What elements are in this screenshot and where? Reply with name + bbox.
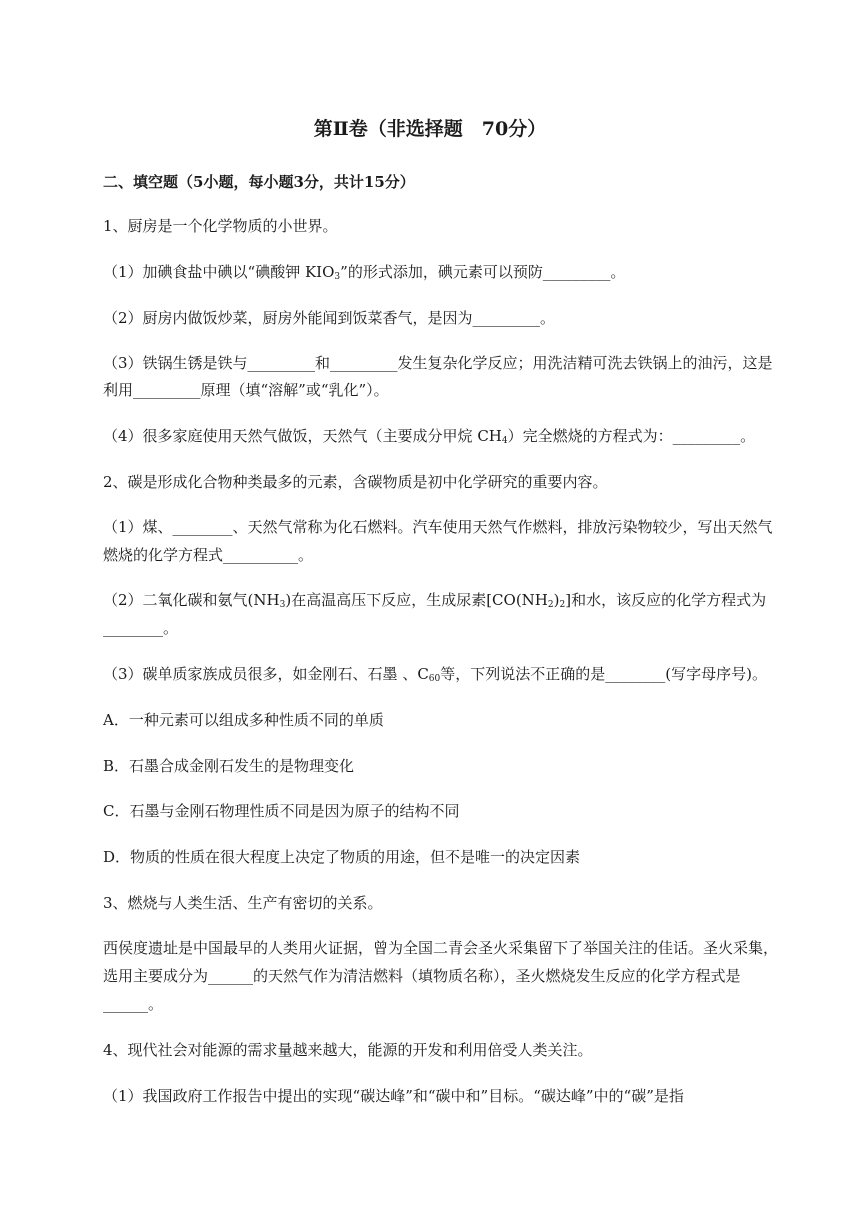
- q2-option-c: C．石墨与金刚石物理性质不同是因为原子的结构不同: [103, 802, 460, 820]
- q1-part4-text-b: ）完全燃烧的方程式为：_________。: [507, 427, 756, 445]
- q1-part1: [103, 261, 803, 283]
- q1-part1-text-a: （1）加碘食盐中碘以“碘酸钾 KIO: [103, 263, 335, 281]
- q2-option-b: B．石墨合成金刚石发生的是物理变化: [103, 757, 355, 775]
- q2-part2-sub3: 2: [559, 600, 566, 610]
- q2-part2-line1: [103, 589, 803, 611]
- q2-part2-text-b: )在高温高压下反应，生成尿素[CO(NH: [285, 591, 548, 609]
- q4-stem: 4、现代社会对能源的需求量越来越大，能源的开发和利用倍受人类关注。: [103, 1041, 593, 1059]
- q3-stem: 3、燃烧与人类生活、生产有密切的关系。: [103, 894, 383, 912]
- q1-part2: （2）厨房内做饭炒菜，厨房外能闻到饭菜香气，是因为_________。: [103, 309, 556, 327]
- q1-part4-subscript: 4: [501, 436, 508, 446]
- q1-stem: 1、厨房是一个化学物质的小世界。: [103, 217, 338, 235]
- q1-part1-text-b: ”的形式添加，碘元素可以预防_________。: [340, 263, 626, 281]
- section-heading: 二、填空题（5小题，每小题3分，共计15分）: [103, 173, 415, 191]
- q3-line1: 西侯度遗址是中国最早的人类用火证据，曾为全国二青会圣火采集留下了举国关注的佳话。圣火采集，: [103, 939, 779, 957]
- q1-part4: [103, 425, 803, 447]
- q3-line3: ______。: [103, 995, 164, 1013]
- q2-part2-sub2: 2: [547, 600, 554, 610]
- q2-part3-text-a: （3）碳单质家族成员很多，如金刚石、石墨 、C: [103, 665, 429, 683]
- q2-part1-line2: 燃烧的化学方程式__________。: [103, 546, 314, 564]
- q1-part4-text-a: （4）很多家庭使用天然气做饭，天然气（主要成分甲烷 CH: [103, 427, 502, 445]
- q2-option-d: D．物质的性质在很大程度上决定了物质的用途，但不是唯一的决定因素: [103, 848, 581, 866]
- q2-part3-subscript: 60: [428, 674, 441, 684]
- q2-part2-sub1: 3: [279, 600, 286, 610]
- q2-part3: [103, 663, 803, 685]
- q2-part1-line1: （1）煤、________、天然气常称为化石燃料。汽车使用天然气作燃料，排放污染物较少，写出天然气: [103, 518, 773, 536]
- paper-title: 第Ⅱ卷（非选择题 70分）: [313, 118, 547, 140]
- q2-part2-line2: ________。: [103, 619, 179, 637]
- q2-option-a: A．一种元素可以组成多种性质不同的单质: [103, 711, 384, 729]
- q2-part2-text-c: ): [553, 591, 560, 609]
- q1-part3-line2: 利用_________原理（填“溶解”或“乳化”）。: [103, 381, 389, 399]
- q4-part1: （1）我国政府工作报告中提出的实现“碳达峰”和“碳中和”目标。“碳达峰”中的“碳”是指: [103, 1087, 684, 1105]
- q3-line2: 选用主要成分为______的天然气作为清洁燃料（填物质名称），圣火燃烧发生反应的化学方程式是: [103, 967, 741, 985]
- q2-part3-text-b: 等，下列说法不正确的是________(写字母序号)。: [440, 665, 767, 683]
- q2-part2-text-d: ]和水，该反应的化学方程式为: [565, 591, 767, 609]
- q1-part3-line1: （3）铁锅生锈是铁与_________和_________发生复杂化学反应；用洗洁精可洗去铁锅上的油污，这是: [103, 354, 773, 372]
- q1-part1-subscript: 3: [334, 272, 341, 282]
- q2-part2-text-a: （2）二氧化碳和氨气(NH: [103, 591, 280, 609]
- q2-stem: 2、碳是形成化合物种类最多的元素，含碳物质是初中化学研究的重要内容。: [103, 473, 608, 491]
